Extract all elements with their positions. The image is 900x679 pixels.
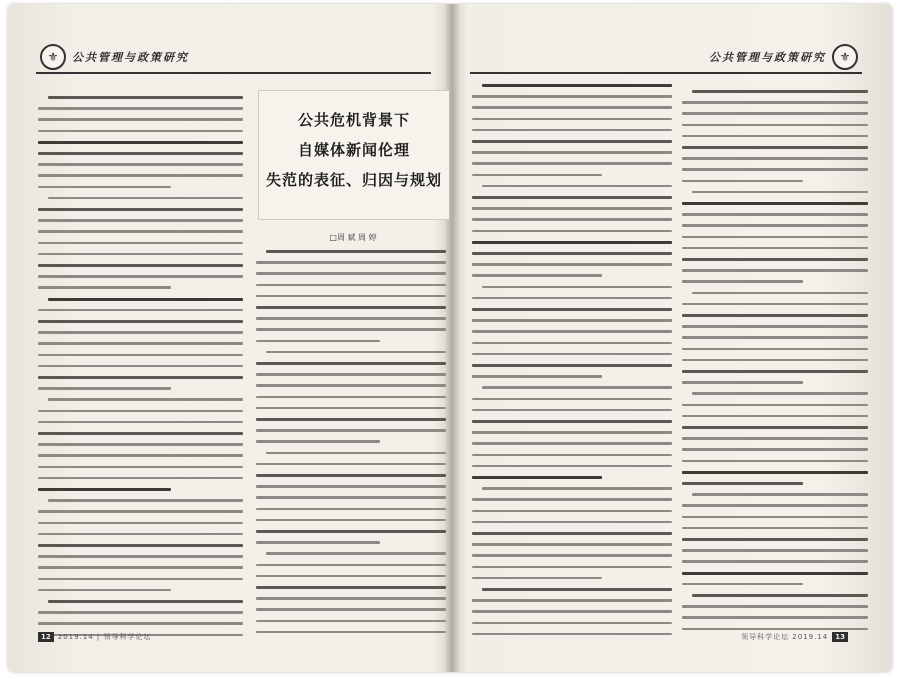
body-text-line (256, 620, 446, 623)
body-text-line (256, 261, 446, 264)
body-text-line (38, 387, 171, 390)
body-text-line (38, 566, 243, 569)
body-text-line (472, 342, 672, 345)
left-footer (38, 632, 152, 642)
body-text-line (38, 533, 243, 536)
body-text-line (48, 197, 243, 200)
body-text-line (472, 599, 672, 602)
magazine-spread (8, 4, 892, 672)
body-text-line (682, 616, 868, 619)
body-text-line (48, 499, 243, 502)
body-text-line (682, 516, 868, 519)
body-text-line (472, 319, 672, 322)
left-article-body-column (256, 4, 446, 672)
body-text-line (256, 496, 446, 499)
body-text-line (472, 252, 672, 255)
body-text-line (48, 96, 243, 99)
body-text-line (256, 396, 446, 399)
page-number: 13 (832, 632, 848, 642)
body-text-line (682, 404, 868, 407)
body-text-line (256, 373, 446, 376)
body-text-line (472, 241, 672, 244)
body-text-line (682, 202, 868, 205)
body-text-line (682, 549, 868, 552)
body-text-line (256, 340, 380, 343)
body-text-line (38, 544, 243, 547)
body-text-line (38, 118, 243, 121)
body-text-line (682, 560, 868, 563)
body-text-line (692, 493, 868, 496)
body-text-line (472, 308, 672, 311)
body-text-line (472, 498, 672, 501)
body-text-line (472, 566, 672, 569)
body-text-line (692, 392, 868, 395)
body-text-line (472, 140, 672, 143)
body-text-line (472, 442, 672, 445)
body-text-line (38, 264, 243, 267)
body-text-line (256, 407, 446, 410)
body-text-line (692, 191, 868, 194)
body-text-line (38, 242, 243, 245)
body-text-line (472, 274, 602, 277)
body-text-line (682, 124, 868, 127)
body-text-line (472, 476, 602, 479)
body-text-line (682, 572, 868, 575)
body-text-line (472, 118, 672, 121)
body-text-line (256, 541, 380, 544)
body-text-line (472, 364, 672, 367)
body-text-line (682, 460, 868, 463)
journal-emblem-icon: ⚜ (40, 44, 66, 70)
body-text-line (682, 583, 803, 586)
body-text-line (482, 286, 672, 289)
body-text-line (472, 375, 602, 378)
body-text-line (682, 325, 868, 328)
body-text-line (682, 628, 868, 631)
body-text-line (256, 317, 446, 320)
running-head-title: 公共管理与政策研究 (709, 51, 826, 64)
body-text-line (48, 600, 243, 603)
body-text-line (256, 519, 446, 522)
body-text-line (692, 594, 868, 597)
body-text-line (256, 631, 446, 634)
body-text-line (38, 432, 243, 435)
body-text-line (682, 157, 868, 160)
running-head-title: 公共管理与政策研究 (72, 51, 189, 64)
body-text-line (472, 207, 672, 210)
body-text-line (256, 306, 446, 309)
body-text-line (38, 208, 243, 211)
body-text-line (38, 555, 243, 558)
body-text-line (38, 488, 171, 491)
body-text-line (482, 588, 672, 591)
body-text-line (256, 384, 446, 387)
body-text-line (682, 415, 868, 418)
article-title-line-1: 公共危机背景下 (297, 111, 410, 129)
page-number: 12 (38, 632, 54, 642)
body-text-line (682, 359, 868, 362)
body-text-line (472, 218, 672, 221)
body-text-line (682, 471, 868, 474)
body-text-line (38, 286, 171, 289)
body-text-line (472, 196, 672, 199)
body-text-line (38, 589, 171, 592)
body-text-line (472, 431, 672, 434)
body-text-line (38, 163, 243, 166)
body-text-line (682, 280, 803, 283)
body-text-line (682, 538, 868, 541)
body-text-line (682, 101, 868, 104)
body-text-line (256, 530, 446, 533)
body-text-line (256, 272, 446, 275)
body-text-line (472, 353, 672, 356)
right-page (456, 4, 892, 672)
body-text-line (38, 342, 243, 345)
body-text-line (256, 508, 446, 511)
footer-text: 领导科学论坛 2019.14 (741, 633, 829, 641)
body-text-line (256, 295, 446, 298)
body-text-line (38, 174, 243, 177)
body-text-line (38, 477, 243, 480)
body-text-line (682, 269, 868, 272)
body-text-line (472, 554, 672, 557)
body-text-line (256, 362, 446, 365)
body-text-line (38, 443, 243, 446)
body-text-line (472, 577, 602, 580)
body-text-line (38, 186, 171, 189)
body-text-line (38, 454, 243, 457)
body-text-line (682, 258, 868, 261)
body-text-line (256, 586, 446, 589)
body-text-line (682, 112, 868, 115)
left-body-text-column (38, 4, 243, 672)
body-text-line (48, 298, 243, 301)
body-text-line (38, 331, 243, 334)
body-text-line (256, 418, 446, 421)
body-text-line (682, 348, 868, 351)
body-text-line (472, 610, 672, 613)
body-text-line (682, 370, 868, 373)
body-text-line (38, 230, 243, 233)
body-text-line (472, 409, 672, 412)
body-text-line (38, 309, 243, 312)
body-text-line (692, 292, 868, 295)
body-text-line (266, 351, 446, 354)
body-text-line (38, 578, 243, 581)
body-text-line (472, 398, 672, 401)
body-text-line (682, 314, 868, 317)
body-text-line (38, 320, 243, 323)
body-text-line (472, 510, 672, 513)
body-text-line (38, 141, 243, 144)
body-text-line (38, 253, 243, 256)
right-body-text-column-1 (472, 4, 672, 672)
body-text-line (472, 543, 672, 546)
body-text-line (472, 106, 672, 109)
body-text-line (682, 135, 868, 138)
body-text-line (682, 180, 803, 183)
body-text-line (256, 597, 446, 600)
body-text-line (682, 426, 868, 429)
body-text-line (38, 522, 243, 525)
article-title-line-3: 失范的表征、归因与规划 (265, 171, 442, 189)
body-text-line (682, 168, 868, 171)
body-text-line (38, 275, 243, 278)
body-text-line (256, 474, 446, 477)
body-text-line (682, 437, 868, 440)
body-text-line (472, 622, 672, 625)
body-text-line (256, 328, 446, 331)
body-text-line (38, 130, 243, 133)
body-text-line (482, 386, 672, 389)
body-text-line (38, 107, 243, 110)
body-text-line (38, 376, 243, 379)
body-text-line (472, 297, 672, 300)
body-text-line (682, 381, 803, 384)
body-text-line (682, 448, 868, 451)
body-text-line (472, 465, 672, 468)
body-text-line (482, 487, 672, 490)
body-text-line (682, 482, 803, 485)
body-text-line (682, 527, 868, 530)
body-text-line (472, 420, 672, 423)
body-text-line (472, 162, 672, 165)
body-text-line (472, 330, 672, 333)
body-text-line (256, 440, 380, 443)
body-text-line (256, 463, 446, 466)
article-title-line-2: 自媒体新闻伦理 (297, 141, 410, 159)
right-body-text-column-2 (682, 4, 868, 672)
body-text-line (256, 575, 446, 578)
right-footer (741, 632, 848, 642)
body-text-line (472, 174, 602, 177)
body-text-line (256, 608, 446, 611)
body-text-line (472, 95, 672, 98)
body-text-line (682, 504, 868, 507)
body-text-line (38, 466, 243, 469)
body-text-line (472, 263, 672, 266)
body-text-line (472, 521, 672, 524)
body-text-line (38, 421, 243, 424)
journal-emblem-icon: ⚜ (832, 44, 858, 70)
body-text-line (682, 303, 868, 306)
body-text-line (38, 219, 243, 222)
article-author: □周 斌 周 婷 (329, 233, 377, 242)
body-text-line (256, 429, 446, 432)
body-text-line (266, 552, 446, 555)
body-text-line (682, 236, 868, 239)
body-text-line (682, 605, 868, 608)
body-text-line (38, 152, 243, 155)
body-text-line (482, 185, 672, 188)
left-page (8, 4, 448, 672)
body-text-line (682, 224, 868, 227)
body-text-line (472, 633, 672, 636)
body-text-line (256, 284, 446, 287)
body-text-line (266, 452, 446, 455)
body-text-line (682, 213, 868, 216)
body-text-line (472, 129, 672, 132)
body-text-line (38, 354, 243, 357)
footer-text: 2019.14 | 领导科学论坛 (57, 633, 152, 641)
body-text-line (682, 336, 868, 339)
body-text-line (38, 410, 243, 413)
body-text-line (472, 151, 672, 154)
body-text-line (682, 247, 868, 250)
body-text-line (48, 398, 243, 401)
body-text-line (38, 365, 243, 368)
body-text-line (38, 622, 243, 625)
body-text-line (256, 485, 446, 488)
body-text-line (38, 510, 243, 513)
body-text-line (682, 146, 868, 149)
body-text-line (472, 230, 672, 233)
body-text-line (256, 564, 446, 567)
body-text-line (692, 90, 868, 93)
body-text-line (266, 250, 446, 253)
body-text-line (482, 84, 672, 87)
body-text-line (38, 611, 243, 614)
body-text-line (472, 532, 672, 535)
body-text-line (472, 454, 672, 457)
